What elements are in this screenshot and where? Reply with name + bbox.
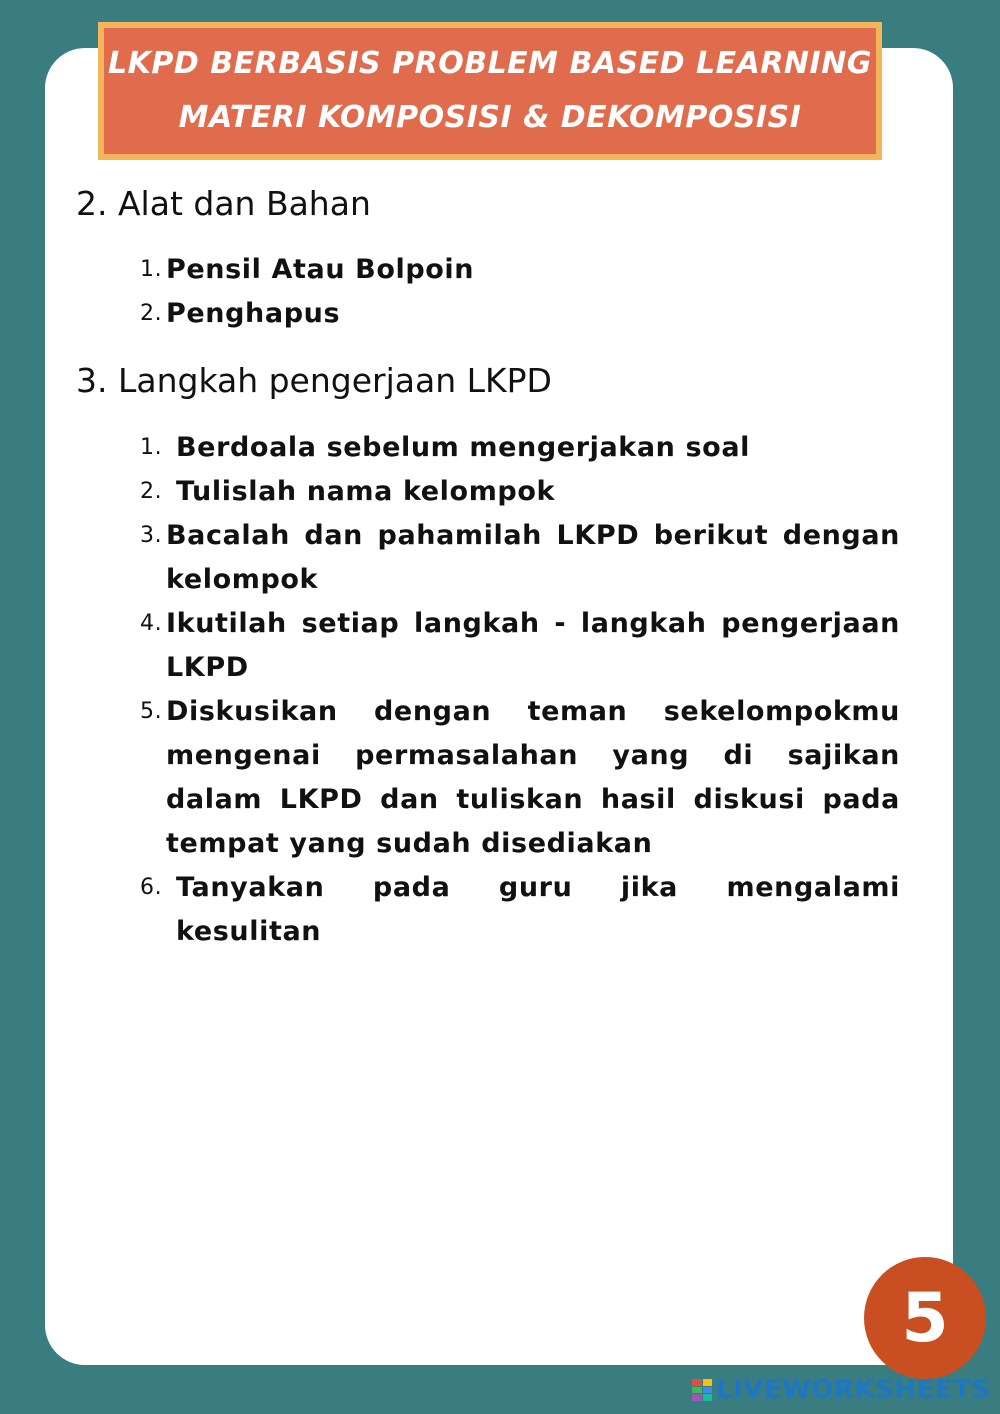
- title-banner-inner: [104, 28, 876, 154]
- liveworksheets-logo-icon: [692, 1379, 712, 1401]
- list-item-text: Tanyakan pada guru jika mengalami kesulitan: [176, 872, 900, 947]
- list-item-number: 6.: [140, 875, 163, 900]
- banner-title-line2: MATERI KOMPOSISI & DEKOMPOSISI: [178, 100, 802, 135]
- list-item-number: 4.: [140, 611, 163, 636]
- liveworksheets-footer[interactable]: [692, 1374, 991, 1406]
- list-item-text: Pensil Atau Bolpoin: [166, 254, 475, 285]
- list-item-number: 1.: [140, 435, 163, 460]
- list-item: [140, 292, 900, 336]
- list-item-number: 3.: [140, 523, 163, 548]
- list-item: [140, 602, 900, 690]
- list-item-number: 2.: [140, 301, 163, 326]
- list-item-text: Ikutilah setiap langkah - langkah pengerjaan LKPD: [166, 608, 900, 683]
- list-item-text: Tulislah nama kelompok: [176, 476, 556, 507]
- liveworksheets-brand-text: LIVEWORKSHEETS: [716, 1375, 991, 1405]
- list-item-text: Penghapus: [166, 298, 341, 329]
- list-item: [140, 690, 900, 866]
- list-item-text: Diskusikan dengan teman sekelompokmu mengenai permasalahan yang di sajikan dalam LKPD dan tuliskan hasil diskusi pada tempat yang sudah disediakan: [166, 696, 900, 859]
- list-item-number: 1.: [140, 257, 163, 282]
- banner-title-line1: LKPD BERBASIS PROBLEM BASED LEARNING: [108, 46, 872, 81]
- list-item: [140, 426, 900, 470]
- steps-list: [140, 426, 900, 954]
- list-item: [140, 248, 900, 292]
- list-item-number: 5.: [140, 699, 163, 724]
- list-item-number: 2.: [140, 479, 163, 504]
- title-banner: [98, 22, 882, 160]
- list-item: [140, 866, 900, 954]
- list-item: [140, 514, 900, 602]
- section-heading-steps: 3. Langkah pengerjaan LKPD: [76, 361, 552, 400]
- list-item-text: Berdoala sebelum mengerjakan soal: [176, 432, 750, 463]
- list-item-text: Bacalah dan pahamilah LKPD berikut dengan kelompok: [166, 520, 900, 595]
- tools-list: [140, 248, 900, 336]
- page-number-badge: 5: [864, 1257, 986, 1379]
- section-heading-tools: 2. Alat dan Bahan: [76, 184, 371, 223]
- list-item: [140, 470, 900, 514]
